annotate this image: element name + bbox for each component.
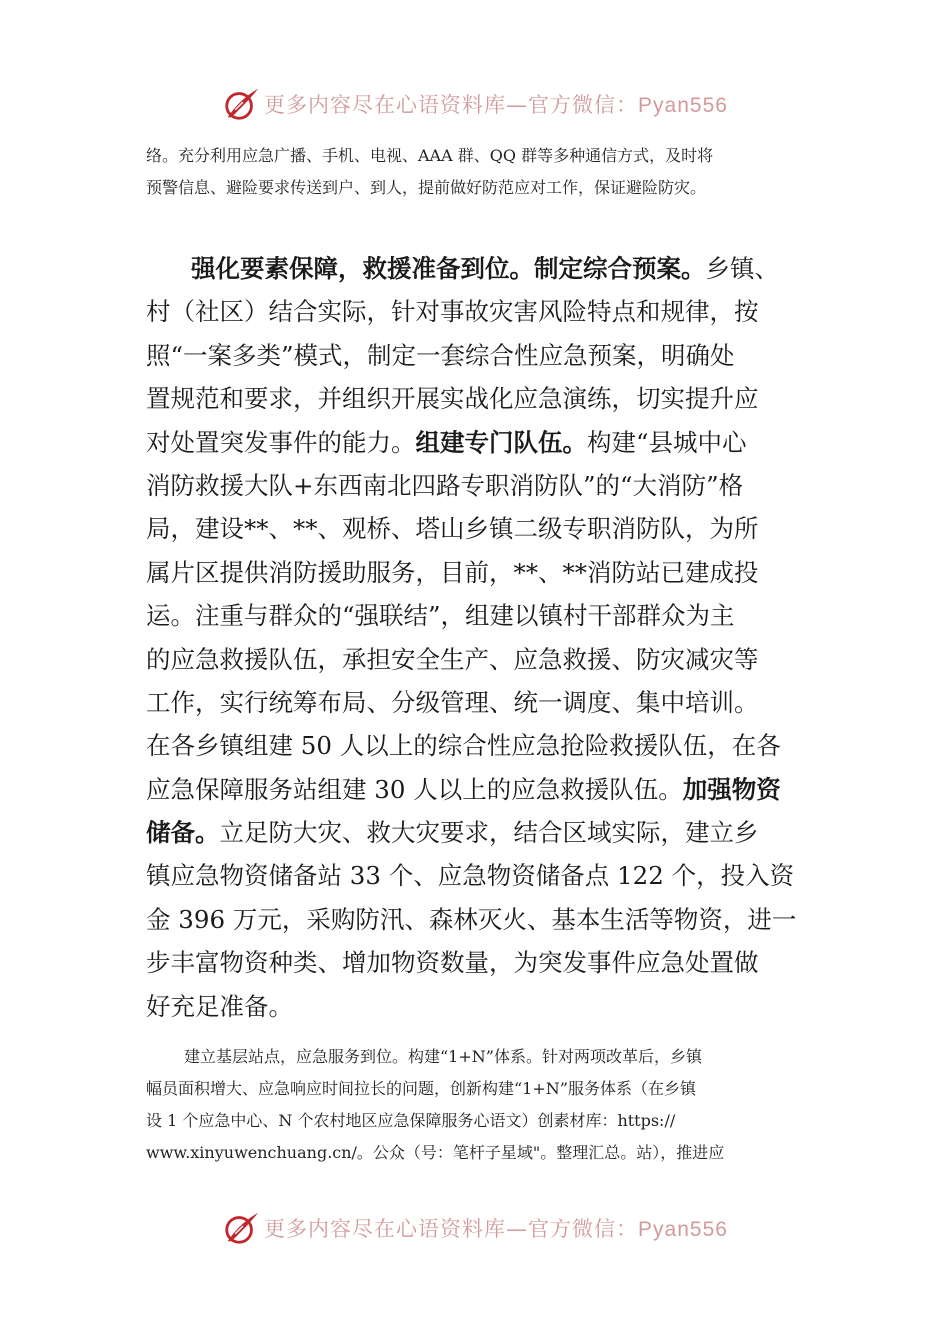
bottom-paragraph-line: www.xinyuwenchuang.cn/。公众（号：笔杆子星域"。整理汇总。站），推进应 bbox=[146, 1143, 725, 1162]
main-paragraph-line bbox=[146, 594, 806, 637]
bold-heading-text: 加强物资 bbox=[682, 774, 781, 804]
top-paragraph-line: 络。充分利用应急广播、手机、电视、AAA 群、QQ 群等多种通信方式，及时将 bbox=[146, 146, 714, 165]
body-text: 工作，实行统筹布局、分级管理、统一调度、集中培训。 bbox=[146, 687, 759, 717]
bottom-paragraph-line: 建立基层站点，应急服务到位。构建“1+N”体系。针对两项改革后，乡镇 bbox=[184, 1047, 702, 1066]
main-paragraph-line bbox=[146, 421, 806, 464]
quill-logo-icon bbox=[222, 85, 260, 123]
main-paragraph-line bbox=[146, 854, 806, 897]
body-text: 构建“县城中心 bbox=[587, 427, 747, 457]
main-paragraph bbox=[146, 247, 806, 1028]
bold-heading-text: 组建专门队伍。 bbox=[415, 427, 587, 457]
main-paragraph-line bbox=[146, 377, 806, 420]
body-text: 的应急救援队伍，承担安全生产、应急救援、防灾减灾等 bbox=[146, 644, 759, 674]
main-paragraph-line bbox=[146, 247, 806, 290]
main-paragraph-line bbox=[146, 681, 806, 724]
top-paragraph-line: 预警信息、避险要求传送到户、到人，提前做好防范应对工作，保证避险防灾。 bbox=[146, 178, 707, 197]
body-text: 属片区提供消防援助服务，目前，**、**消防站已建成投 bbox=[146, 557, 759, 587]
body-text: 置规范和要求，并组织开展实战化应急演练，切实提升应 bbox=[146, 384, 759, 414]
body-text: 对处置突发事件的能力。 bbox=[146, 427, 416, 457]
body-text: 消防救援大队+东西南北四路专职消防队”的“大消防”格 bbox=[146, 470, 744, 500]
body-text: 在各乡镇组建 50 人以上的综合性应急抢险救援队伍，在各 bbox=[146, 731, 781, 761]
bottom-paragraph-line: 幅员面积增大、应急响应时间拉长的问题，创新构建“1+N”服务体系（在乡镇 bbox=[146, 1079, 696, 1098]
main-paragraph-line bbox=[146, 898, 806, 941]
banner-text: 更多内容尽在心语资料库—官方微信：Pyan556 bbox=[264, 1217, 728, 1241]
body-text: 镇应急物资储备站 33 个、应急物资储备点 122 个，投入资 bbox=[146, 861, 795, 891]
body-text: 村（社区）结合实际，针对事故灾害风险特点和规律，按 bbox=[146, 297, 759, 327]
body-text: 照“一案多类”模式，制定一套综合性应急预案，明确处 bbox=[146, 340, 735, 370]
body-text: 立足防大灾、救大灾要求，结合区域实际，建立乡 bbox=[219, 818, 759, 848]
wechat-id: Pyan556 bbox=[638, 1218, 728, 1241]
bold-heading-text: 强化要素保障，救援准备到位。制定综合预案。 bbox=[191, 254, 706, 283]
body-text: 应急保障服务站组建 30 人以上的应急救援队伍。 bbox=[146, 774, 683, 804]
main-paragraph-line bbox=[146, 768, 806, 811]
bottom-paragraph-line: 设 1 个应急中心、N 个农村地区应急保障服务心语文）创素材库：https:// bbox=[146, 1111, 676, 1130]
main-paragraph-line bbox=[146, 290, 806, 333]
body-text: 运。注重与群众的“强联结”，组建以镇村干部群众为主 bbox=[146, 601, 735, 631]
header-banner bbox=[0, 84, 950, 124]
main-paragraph-line bbox=[146, 507, 806, 550]
main-paragraph-line bbox=[146, 941, 806, 984]
main-paragraph-line bbox=[146, 638, 806, 681]
bottom-paragraph bbox=[146, 1041, 806, 1169]
main-paragraph-line bbox=[146, 724, 806, 767]
main-paragraph-line bbox=[146, 334, 806, 377]
main-paragraph-line bbox=[146, 811, 806, 854]
body-text: 金 396 万元，采购防汛、森林灭火、基本生活等物资，进一 bbox=[146, 904, 797, 934]
wechat-id: Pyan556 bbox=[638, 94, 728, 117]
body-text: 好充足准备。 bbox=[146, 991, 293, 1021]
bold-heading-text: 储备。 bbox=[146, 818, 220, 848]
banner-text: 更多内容尽在心语资料库—官方微信：Pyan556 bbox=[264, 93, 728, 117]
body-text: 局，建设**、**、观桥、塔山乡镇二级专职消防队，为所 bbox=[146, 514, 759, 544]
body-text: 步丰富物资种类、增加物资数量，为突发事件应急处置做 bbox=[146, 948, 759, 978]
main-paragraph-line bbox=[146, 985, 806, 1028]
footer-banner bbox=[0, 1208, 950, 1248]
quill-logo-icon bbox=[222, 1209, 260, 1247]
top-paragraph bbox=[146, 140, 806, 204]
main-paragraph-line bbox=[146, 551, 806, 594]
body-text: 乡镇、 bbox=[705, 254, 779, 283]
main-paragraph-line bbox=[146, 464, 806, 507]
